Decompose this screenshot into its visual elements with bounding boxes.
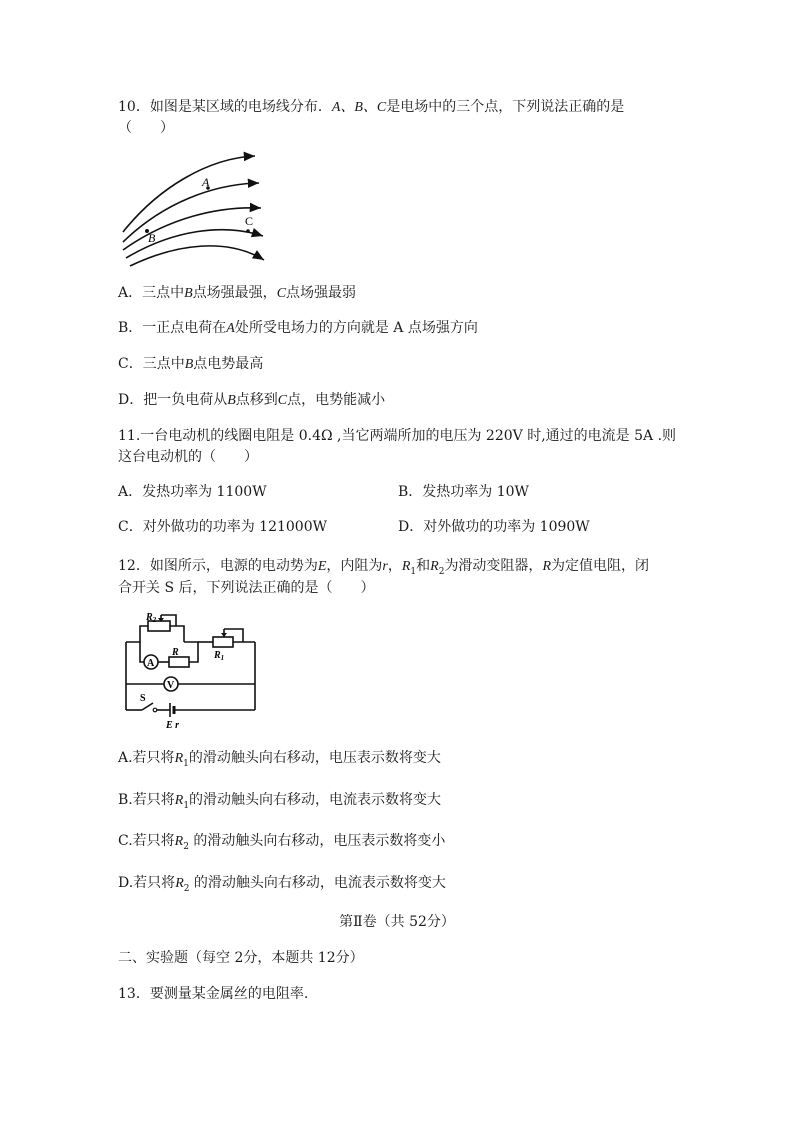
r-label: R xyxy=(172,647,179,658)
voltmeter-label: V xyxy=(167,680,175,691)
q10-option-a: A．三点中B点场强最强，C点场强最弱 xyxy=(118,285,357,301)
q11-option-a: A．发热功率为 1100W xyxy=(118,484,267,500)
q10-option-b: B．一正点电荷在A处所受电场力的方向就是 A 点场强方向 xyxy=(118,320,478,336)
q12-option-a: A.若只将$R_1$的滑动触头向右移动，电压表示数将变大 xyxy=(118,750,441,769)
q10-option-c: C．三点中B点电势最高 xyxy=(118,356,264,372)
field-line-5 xyxy=(130,246,264,266)
part-two-heading: 二、实验题（每空 2分，本题共 12分） xyxy=(118,950,364,966)
field-line-3 xyxy=(123,208,261,250)
r2-label: $R_2$ xyxy=(146,612,157,624)
q12-option-b: B.若只将$R_1$的滑动触头向右移动，电流表示数将变大 xyxy=(118,792,442,811)
q11-option-c: C．对外做功的功率为 121000W xyxy=(118,519,327,535)
electric-field-figure xyxy=(118,148,268,268)
section-title: 第Ⅱ卷（共 52分） xyxy=(339,914,455,930)
q11-stem-line1: 11.一台电动机的线圈电阻是 0.4Ω ,当它两端所加的电压为 220V 时,通过的电流是 5A .则 xyxy=(118,428,677,444)
point-c-label: C xyxy=(245,214,254,228)
field-line-1 xyxy=(123,156,255,232)
circuit-figure xyxy=(118,612,263,734)
point-a-label: A xyxy=(202,175,210,189)
switch-contact xyxy=(153,708,157,712)
q12-stem-line2: 合开关 S 后，下列说法正确的是（ ） xyxy=(118,580,375,596)
q12-stem-line1: 12．如图所示，电源的电动势为E，内阻为r，$R_1$和$R_2$为滑动变阻器，R为定值电阻，闭 xyxy=(118,558,649,577)
q11-option-d: D．对外做功的功率为 1090W xyxy=(398,519,590,535)
switch-label: S xyxy=(140,693,146,704)
r1-label: $R_1$ xyxy=(214,650,225,662)
field-line-4 xyxy=(126,230,263,258)
q10-option-d: D．把一负电荷从B点移到C点，电势能减小 xyxy=(118,392,386,408)
ammeter-label: A xyxy=(147,658,155,669)
point-c xyxy=(246,229,250,233)
battery-label: E r xyxy=(166,720,180,731)
q11-stem-line2: 这台电动机的（ ） xyxy=(118,449,258,465)
q12-option-d: D.若只将$R_2$ 的滑动触头向右移动，电流表示数将变大 xyxy=(118,875,446,894)
point-b-label: B xyxy=(148,231,156,245)
q11-option-b: B．发热功率为 10W xyxy=(398,484,529,500)
q10-points: A、B、C xyxy=(331,100,387,115)
q12-option-c: C.若只将$R_2$ 的滑动触头向右移动，电压表示数将变小 xyxy=(118,833,446,852)
q10-paren: （ ） xyxy=(118,120,174,136)
q10-stem: 10．如图是某区域的电场线分布．A、B、C是电场中的三个点，下列说法正确的是 xyxy=(118,99,625,115)
q13-stem: 13．要测量某金属丝的电阻率. xyxy=(118,986,309,1002)
